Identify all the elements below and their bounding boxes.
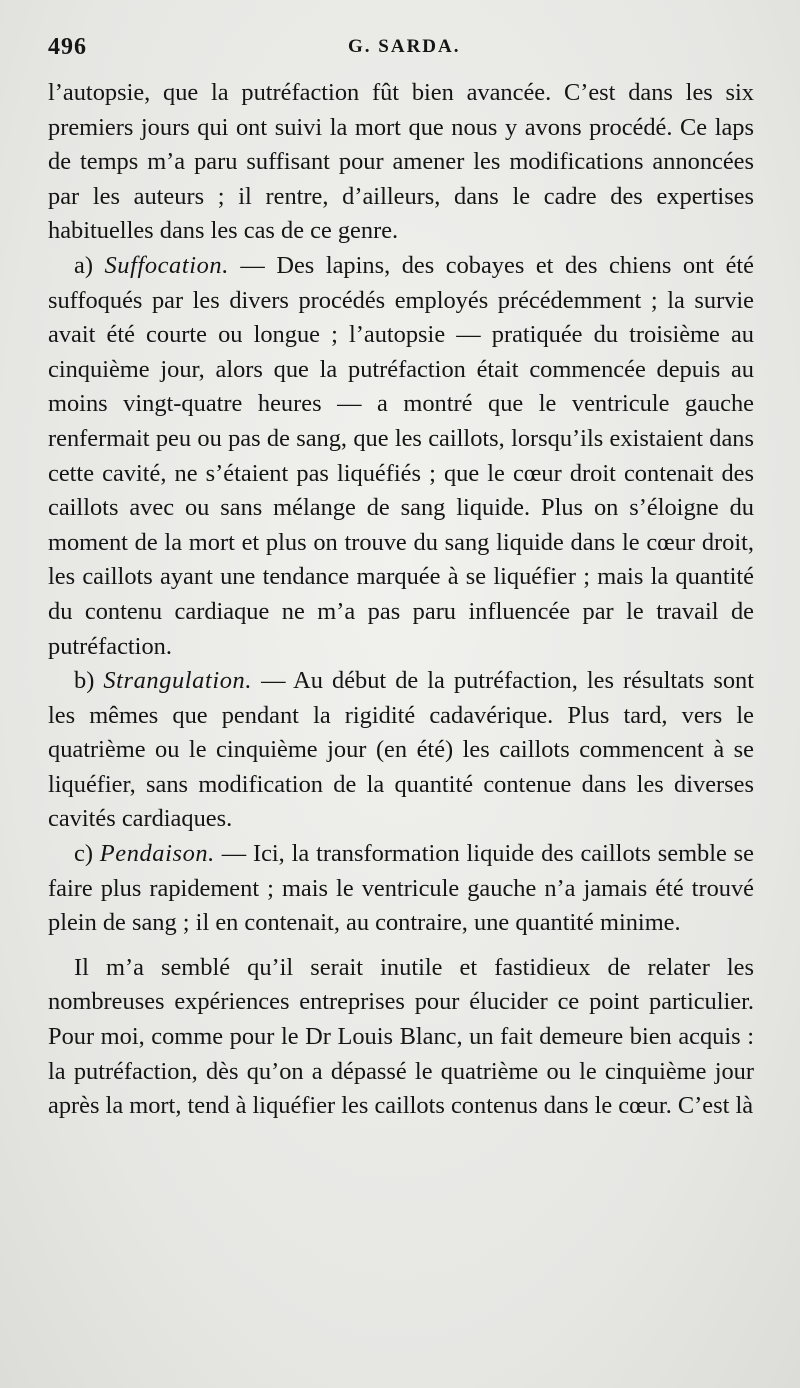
page-number: 496 xyxy=(48,34,87,60)
paragraph-continuation xyxy=(48,76,754,249)
section-label: c) xyxy=(74,840,100,868)
page-body xyxy=(48,76,754,1124)
paragraph-text: — Ici, la transformation liquide des caillots semble se faire plus rapidement ; mais le ventricule gauche n’a jamais été trouvé plein de sang ; il en contenait, au contraire, une quantité minime. xyxy=(48,840,755,937)
paragraph-text: Il m’a semblé qu’il serait inutile et fastidieux de relater les nombreuses expériences entreprises pour élucider ce point particulier. Pour moi, comme pour le Dr Louis Blanc, un fait demeure bien acquis : la putréfaction, dès qu’on a dépassé le quatrième ou le cinquième jour après la mort, tend à liquéfier les caillots contenus dans le cœur. C’est là xyxy=(48,953,754,1120)
section-label: a) xyxy=(74,251,105,279)
paragraph-text: l’autopsie, que la putréfaction fût bien avancée. C’est dans les six premiers jours qui ont suivi la mort que nous y avons procédé. Ce laps de temps m’a paru suffisant pour amener les modifications annoncées par les auteurs ; il rentre, d’ailleurs, dans le cadre des expertises habituelles dans les cas de ce genre. xyxy=(48,79,754,245)
paragraph-strangulation xyxy=(48,664,754,837)
section-title: Suffocation. xyxy=(104,251,229,279)
section-label: b) xyxy=(74,667,104,695)
paragraph-suffocation xyxy=(48,249,754,664)
paragraph-text: — Des lapins, des cobayes et des chiens ont été suffoqués par les divers procédés employés précédemment ; la survie avait été courte ou longue ; l’autopsie — pratiquée du troisième au cinquième jour, alors que la putréfaction était commencée depuis au moins vingt-quatre heures — a montré que le ventricule gauche renfermait peu ou pas de sang, que les caillots, lorsqu’ils existaient dans cette cavité, ne s’étaient pas liquéfiés ; que le cœur droit contenait des caillots avec ou sans mélange de sang liquide. Plus on s’éloigne du moment de la mort et plus on trouve du sang liquide dans le cœur droit, les caillots ayant une tendance marquée à se liquéfier ; mais la quantité du contenu cardiaque ne m’a pas paru influencée par le travail de putréfaction. xyxy=(48,251,754,660)
page-header xyxy=(48,30,760,64)
paragraph-pendaison xyxy=(48,837,754,941)
section-title: Strangulation. xyxy=(103,667,253,695)
paragraph-text: — Au début de la putréfaction, les résultats sont les mêmes que pendant la rigidité cadavérique. Plus tard, vers le quatrième ou le cinquième jour (en été) les caillots commencent à se liquéfier, sans modification de la quantité contenue dans les diverses cavités cardiaques. xyxy=(48,667,754,833)
running-head: G. SARDA. xyxy=(348,36,461,57)
paragraph-conclusion xyxy=(48,951,754,1124)
section-title: Pendaison. xyxy=(99,840,215,868)
